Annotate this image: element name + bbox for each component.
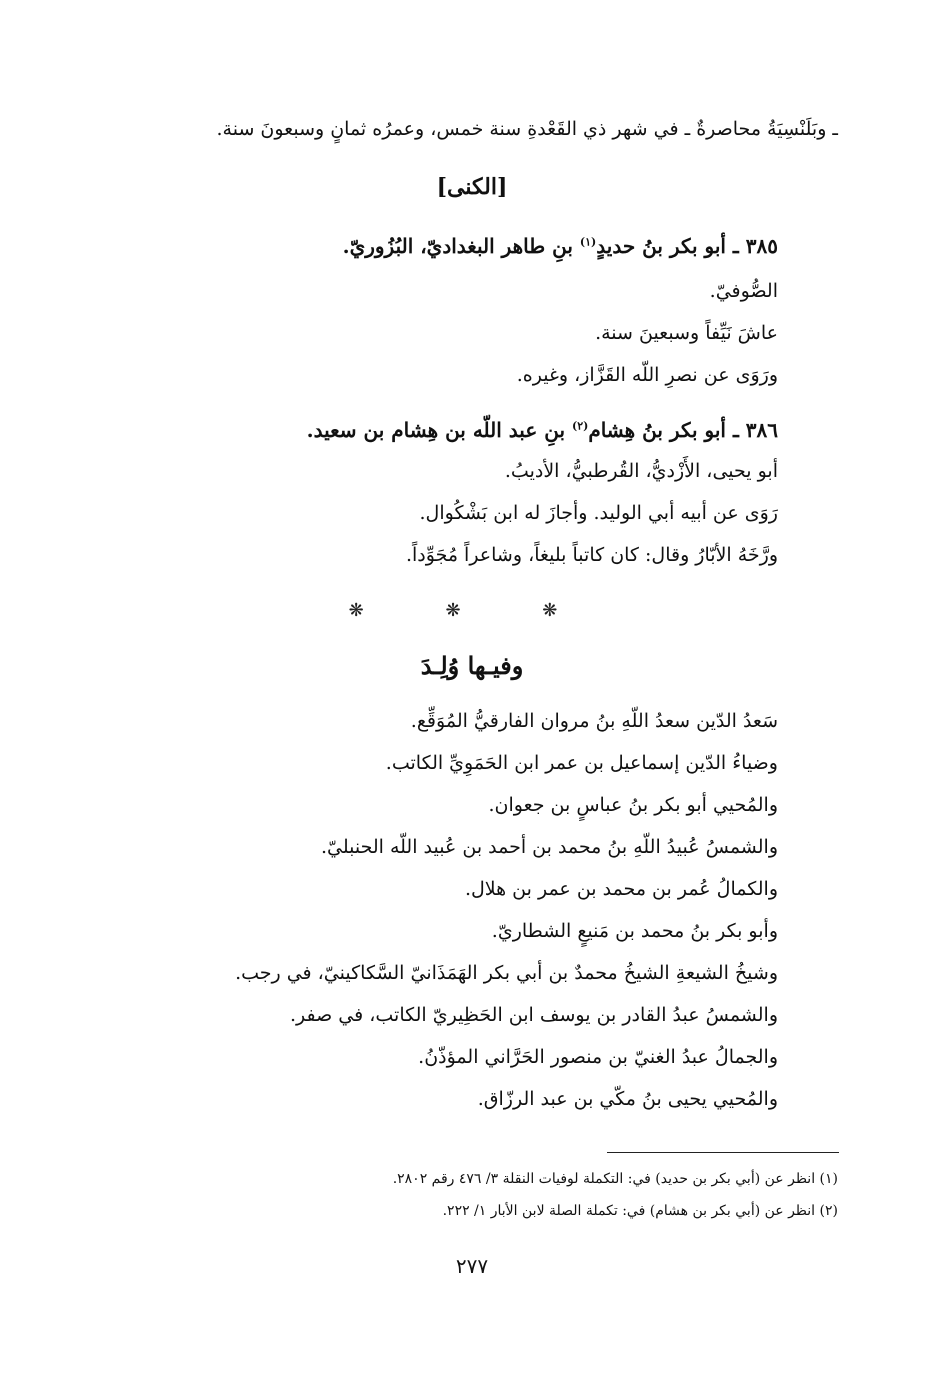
footnote-1: (١) انظر عن (أبي بكر بن حديد) في: التكملة لوفيات النقلة ٣/ ٤٧٦ رقم ٢٨٠٢. bbox=[392, 1171, 838, 1187]
birth-item: والكمالُ عُمر بن محمد بن عمر بن هلال. bbox=[464, 878, 778, 900]
birth-item: والشمسُ عُبيدُ اللّهِ بنُ محمد بن أحمد بن عُبيد اللّه الحنبليّ. bbox=[320, 836, 778, 858]
birth-item: والمُحيي يحيى بنُ مكّي بن عبد الرزّاق. bbox=[477, 1088, 778, 1110]
entry-386-name: ٣٨٦ ـ أبو بكر بنُ هِشام bbox=[588, 418, 778, 442]
footnote-ref-2: (٢) bbox=[571, 419, 589, 433]
entry-386-line: أبو يحيى، الأَزْديُّ، القُرطبيُّ، الأديبُ. bbox=[504, 460, 778, 482]
page-number: ٢٧٧ bbox=[455, 1254, 489, 1278]
entry-385-heading bbox=[343, 236, 778, 256]
birth-item: والمُحيي أبو بكر بنُ عباسٍ بن جعوان. bbox=[488, 794, 778, 816]
entry-386-line: ورَّخَهُ الأبّارُ وقال: كان كاتباً بليغاً، وشاعراً مُجَوِّداً. bbox=[405, 544, 778, 566]
section-heading-births: وفيـها وُلِـدَ bbox=[420, 651, 524, 680]
entry-386-line: رَوَى عن أبيه أبي الوليد. وأجازَ له ابن بَشْكُوال. bbox=[419, 502, 778, 524]
birth-item: وشيخُ الشيعةِ الشيخُ محمدٌ بن أبي بكر الهَمَذَانيّ السَّكاكينيّ، في رجب. bbox=[235, 962, 778, 984]
entry-386-heading bbox=[307, 420, 778, 440]
birth-item: والشمسُ عبدُ القادر بن يوسف ابن الحَظِيريّ الكاتب، في صفر. bbox=[290, 1004, 778, 1026]
opening-line: ـ وبَلَنْسِيَةُ محاصرةٌ ـ في شهر ذي القَعْدةِ سنة خمس، وعمرُه ثمانٍ وسبعونَ سنة. bbox=[216, 118, 838, 140]
birth-item: وأبو بكر بنُ محمد بن مَنيعٍ الشطاريّ. bbox=[491, 920, 778, 942]
entry-386-name-rest: بنِ عبد اللّه بن هِشام بن سعيد. bbox=[306, 418, 572, 442]
birth-item: وضياءُ الدّين إسماعيل بن عمر ابن الحَمَوِيِّ الكاتب. bbox=[385, 752, 778, 774]
birth-item: والجمالُ عبدُ الغنيّ بن منصور الحَرَّاني المؤذّنُ. bbox=[418, 1046, 778, 1068]
entry-385-line: ورَوَى عن نصرِ اللّه القَزَّاز، وغيره. bbox=[516, 364, 778, 386]
entry-385-line: عاشَ نَيِّفاً وسبعينَ سنة. bbox=[595, 322, 778, 344]
entry-385-line: الصُّوفيّ. bbox=[709, 280, 778, 302]
section-separator: ❋ ❋ ❋ bbox=[348, 600, 596, 621]
entry-385-name: ٣٨٥ ـ أبو بكر بنُ حديدٍ bbox=[596, 234, 778, 258]
footnote-divider bbox=[607, 1152, 839, 1153]
footnote-2: (٢) انظر عن (أبي بكر بن هشام) في: تكملة الصلة لابن الأبار ١/ ٢٢٢. bbox=[442, 1203, 838, 1219]
section-heading-kuna: [الكنى] bbox=[436, 174, 508, 200]
footnote-ref-1: (١) bbox=[579, 235, 597, 249]
birth-item: سَعدُ الدّين سعدُ اللّهِ بنُ مروان الفارقيُّ المُوَقِّع. bbox=[410, 710, 778, 732]
entry-385-name-rest: بنِ طاهر البغداديّ، البُزُوريّ. bbox=[342, 234, 580, 258]
